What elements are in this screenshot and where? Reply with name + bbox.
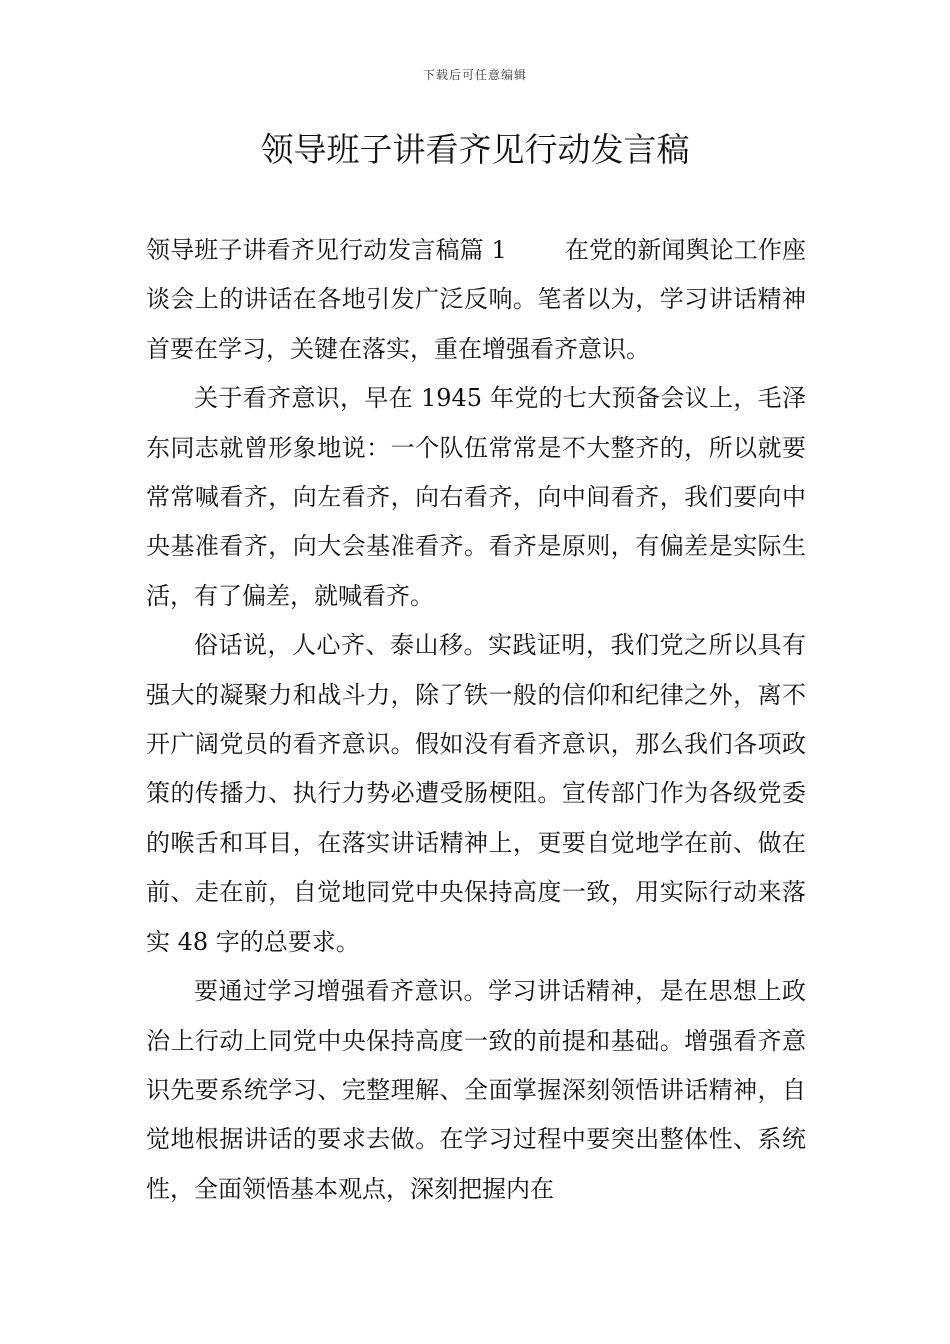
paragraph-1: 关于看齐意识，早在 1945 年党的七大预备会议上，毛泽东同志就曾形象地说：一个队伍常常是不大整齐的，所以就要常常喊看齐，向左看齐，向右看齐，向中间看齐，我们要向中央基准看齐，向大会基准看齐。看齐是原则，有偏差是实际生活，有了偏差，就喊看齐。 — [146, 384, 806, 610]
lead-title: 领导班子讲看齐见行动发言稿篇 1 — [146, 236, 507, 264]
lead-paragraph — [146, 226, 806, 374]
paragraph-2: 俗话说，人心齐、泰山移。实践证明，我们党之所以具有强大的凝聚力和战斗力，除了铁一般的信仰和纪律之外，离不开广阔党员的看齐意识。假如没有看齐意识，那么我们各项政策的传播力、执行力势必遭受肠梗阻。宣传部门作为各级党委的喉舌和耳目，在落实讲话精神上，更要自觉地学在前、做在前、走在前，自觉地同党中央保持高度一致，用实际行动来落实 48 字的总要求。 — [146, 631, 806, 956]
document-body — [146, 226, 806, 1214]
lead-text: 在党的新闻舆论工作座谈会上的讲话在各地引发广泛反响。笔者以为，学习讲话精神首要在学习，关键在落实，重在增强看齐意识。 — [146, 236, 807, 363]
document-title: 领导班子讲看齐见行动发言稿 — [260, 130, 690, 169]
header-note: 下载后可任意编辑 — [422, 68, 527, 82]
paragraph-3: 要通过学习增强看齐意识。学习讲话精神，是在思想上政治上行动上同党中央保持高度一致的前提和基础。增强看齐意识先要系统学习、完整理解、全面掌握深刻领悟讲话精神，自觉地根据讲话的要求去做。在学习过程中要突出整体性、系统性，全面领悟基本观点，深刻把握内在 — [146, 977, 806, 1203]
